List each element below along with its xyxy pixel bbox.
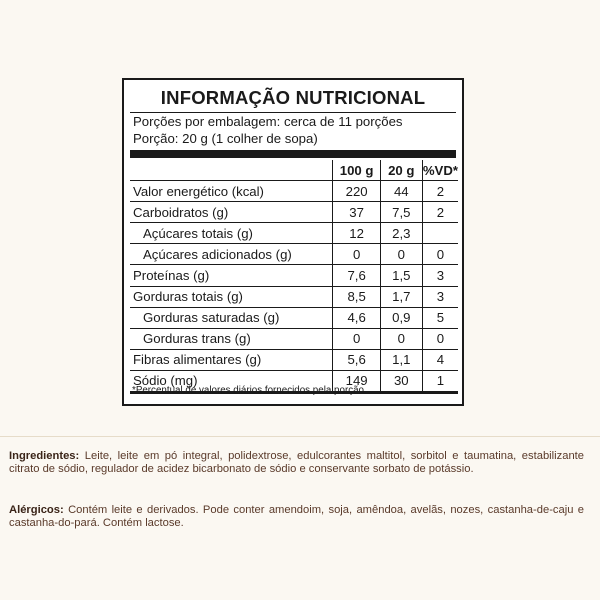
value-vd: 2: [422, 202, 458, 223]
table-row: [130, 286, 458, 307]
value-vd: 4: [422, 349, 458, 370]
header-row: [130, 160, 458, 181]
value-vd: 5: [422, 307, 458, 328]
value-100g: 5,6: [333, 349, 380, 370]
value-20g: 44: [380, 181, 422, 202]
value-vd: 2: [422, 181, 458, 202]
nutrient-name: Gorduras totais (g): [130, 286, 333, 307]
table-row: [130, 202, 458, 223]
value-100g: 149: [333, 370, 380, 392]
label-title: INFORMAÇÃO NUTRICIONAL: [160, 87, 426, 108]
value-100g: 220: [333, 181, 380, 202]
servings-per-package: Porções por embalagem: cerca de 11 porções: [133, 114, 403, 129]
value-100g: 12: [333, 223, 380, 244]
footnote: *Percentual de valores diários fornecidos pela porção.: [132, 385, 367, 396]
value-20g: 0,9: [380, 307, 422, 328]
value-100g: 37: [333, 202, 380, 223]
nutrient-name: Fibras alimentares (g): [130, 349, 333, 370]
nutrient-name: Açúcares adicionados (g): [130, 244, 333, 265]
table-row: [130, 181, 458, 202]
value-100g: 8,5: [333, 286, 380, 307]
header-vd: %VD*: [422, 160, 458, 181]
value-100g: 0: [333, 244, 380, 265]
serving-info: [133, 114, 403, 147]
value-vd: 0: [422, 328, 458, 349]
title-divider: [130, 112, 456, 113]
table-row: [130, 328, 458, 349]
nutrient-name: Gorduras trans (g): [130, 328, 333, 349]
value-20g: 1,1: [380, 349, 422, 370]
nutrition-table: [130, 160, 458, 394]
ingredients-section: [9, 450, 584, 477]
value-20g: 1,5: [380, 265, 422, 286]
nutrition-label: [122, 78, 464, 406]
nutrient-name: Proteínas (g): [130, 265, 333, 286]
table-row: [130, 349, 458, 370]
ingredients-label: Ingredientes:: [9, 450, 80, 462]
allergens-section: [9, 504, 584, 531]
value-20g: 7,5: [380, 202, 422, 223]
value-20g: 2,3: [380, 223, 422, 244]
nutrient-name: Açúcares totais (g): [130, 223, 333, 244]
allergens-label: Alérgicos:: [9, 504, 64, 516]
header-blank: [130, 160, 333, 181]
value-100g: 4,6: [333, 307, 380, 328]
value-vd: 1: [422, 370, 458, 392]
table-row: [130, 307, 458, 328]
thick-divider: [130, 150, 456, 158]
nutrient-name: Carboidratos (g): [130, 202, 333, 223]
table-row: [130, 265, 458, 286]
value-vd: 3: [422, 265, 458, 286]
table-row: [130, 223, 458, 244]
value-20g: 1,7: [380, 286, 422, 307]
nutrient-name: Sódio (mg): [130, 370, 333, 392]
nutrient-name: Valor energético (kcal): [130, 181, 333, 202]
ingredients-text: Leite, leite em pó integral, polidextrose, edulcorantes maltitol, sorbitol e taumatina, estabilizante citrato de sódio, regulador de acidez bicarbonato de sódio e conservante sorbato de potássio.: [9, 450, 585, 476]
allergens-text: Contém leite e derivados. Pode conter amendoim, soja, amêndoa, avelãs, nozes, castanha-de-caju e castanha-do-pará. Contém lactose.: [9, 504, 585, 530]
value-20g: 0: [380, 328, 422, 349]
section-divider: [0, 436, 600, 437]
value-100g: 7,6: [333, 265, 380, 286]
nutrient-name: Gorduras saturadas (g): [130, 307, 333, 328]
header-20g: 20 g: [380, 160, 422, 181]
value-vd: 0: [422, 244, 458, 265]
table-row: [130, 244, 458, 265]
serving-size: Porção: 20 g (1 colher de sopa): [133, 130, 318, 146]
header-100g: 100 g: [333, 160, 380, 181]
value-vd: [422, 223, 458, 244]
value-20g: 30: [380, 370, 422, 392]
value-20g: 0: [380, 244, 422, 265]
value-vd: 3: [422, 286, 458, 307]
value-100g: 0: [333, 328, 380, 349]
